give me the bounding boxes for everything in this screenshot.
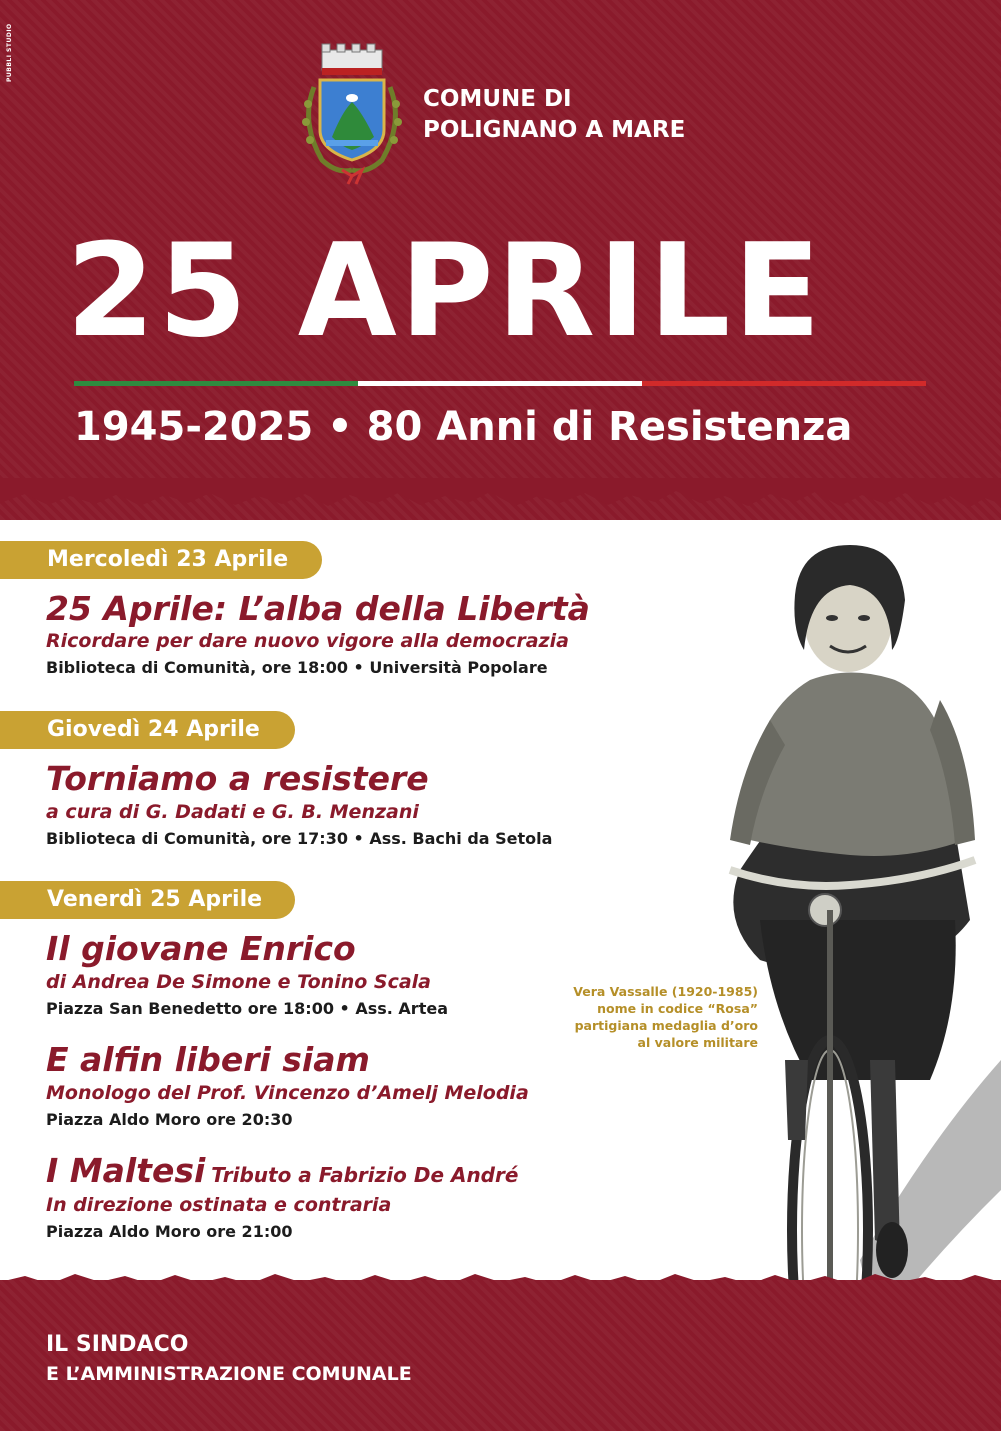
event-subtitle: In direzione ostinata e contraria	[46, 1194, 392, 1216]
flag-stripe-green	[74, 381, 358, 386]
flag-stripe-white	[358, 381, 642, 386]
caption-line: partigiana medaglia d’oro	[574, 1018, 758, 1033]
event-subtitle: di Andrea De Simone e Tonino Scala	[46, 971, 432, 993]
footer-signature	[46, 1330, 412, 1388]
footer-line1: IL SINDACO	[46, 1332, 189, 1357]
event-title: 25 Aprile: L’alba della Libertà	[46, 589, 590, 628]
caption-line: Vera Vassalle (1920-1985)	[573, 984, 758, 999]
event-title: Torniamo a resistere	[46, 759, 429, 798]
event-title	[46, 1151, 518, 1195]
footer-line2: E L’AMMINISTRAZIONE COMUNALE	[46, 1363, 412, 1385]
event-info: Biblioteca di Comunità, ore 17:30 • Ass. Bachi da Setola	[46, 829, 553, 848]
event-title-inline: Tributo a Fabrizio De André	[211, 1163, 519, 1187]
page-subtitle: 1945-2025 • 80 Anni di Resistenza	[74, 404, 853, 450]
day-tag-wednesday: Mercoledì 23 Aprile	[0, 541, 322, 579]
municipality-name	[423, 84, 685, 146]
flag-stripe-red	[642, 381, 926, 386]
caption-line: nome in codice “Rosa”	[597, 1001, 758, 1016]
designer-credit: PUBBLI STUDIO	[6, 23, 13, 82]
event-info: Piazza Aldo Moro ore 20:30	[46, 1110, 293, 1129]
page-title: 25 APRILE	[66, 217, 824, 366]
municipality-line2: POLIGNANO A MARE	[423, 117, 686, 143]
day-tag-friday: Venerdì 25 Aprile	[0, 881, 295, 919]
photo-caption	[548, 983, 758, 1051]
event-subtitle: Monologo del Prof. Vincenzo d’Amelj Melodia	[46, 1082, 529, 1104]
event-info: Piazza Aldo Moro ore 21:00	[46, 1222, 293, 1241]
event-info: Piazza San Benedetto ore 18:00 • Ass. Artea	[46, 999, 448, 1018]
event-info: Biblioteca di Comunità, ore 18:00 • Università Popolare	[46, 658, 548, 677]
event-subtitle: a cura di G. Dadati e G. B. Menzani	[46, 801, 419, 823]
caption-line: al valore militare	[637, 1035, 758, 1050]
event-title-main: I Maltesi	[46, 1151, 206, 1190]
event-title: Il giovane Enrico	[46, 929, 356, 968]
coat-of-arms-icon	[292, 42, 412, 187]
day-tag-thursday: Giovedì 24 Aprile	[0, 711, 295, 749]
municipality-line1: COMUNE DI	[423, 86, 572, 112]
event-title: E alfin liberi siam	[46, 1040, 370, 1079]
torn-edge-top	[0, 478, 1001, 538]
event-subtitle: Ricordare per dare nuovo vigore alla democrazia	[46, 630, 569, 652]
